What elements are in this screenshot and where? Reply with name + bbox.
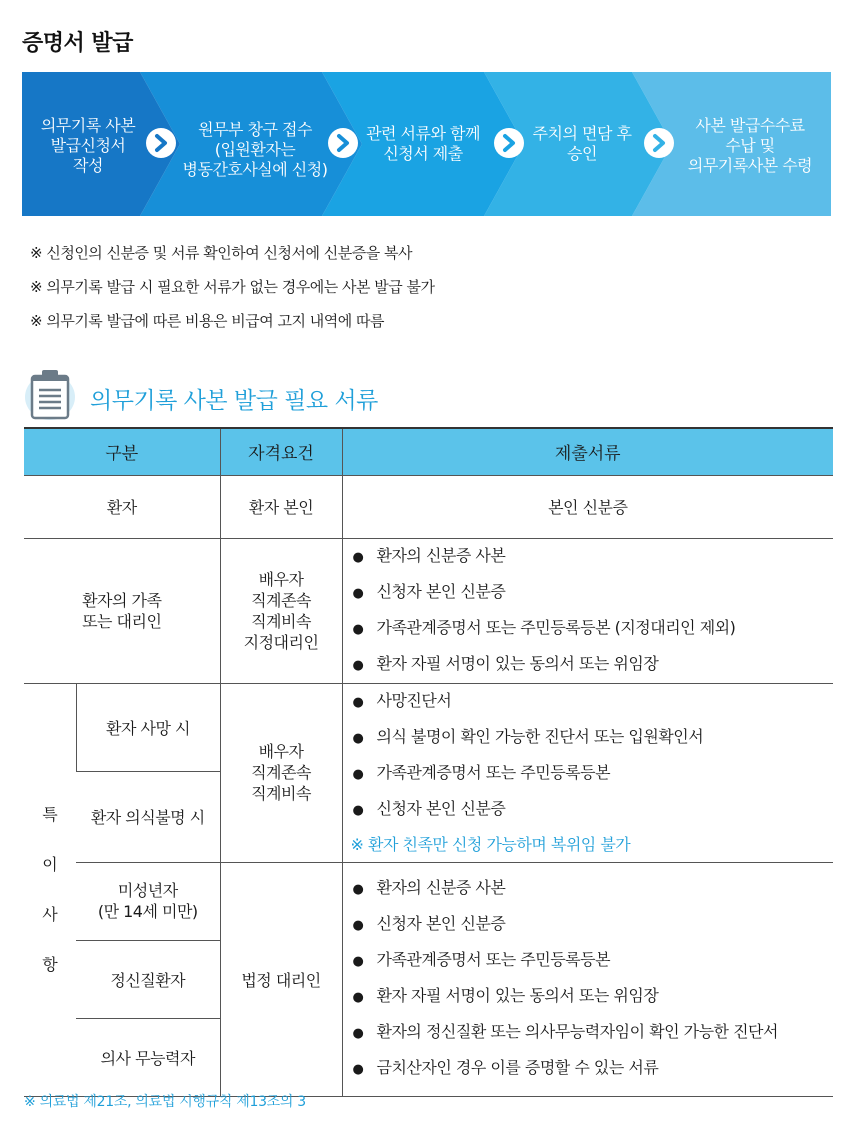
- list-item: ● 환자 자필 서명이 있는 동의서 또는 위임장: [351, 647, 834, 683]
- list-item: ● 신청자 본인 신분증: [351, 575, 834, 611]
- note-item: ※ 의무기록 발급에 따른 비용은 비급여 고지 내역에 따름: [30, 312, 384, 330]
- table-row: [24, 683, 833, 772]
- qualification-cell: 법정 대리인: [220, 862, 342, 1096]
- note-item: ※ 신청인의 신분증 및 서류 확인하여 신청서에 신분증을 복사: [30, 244, 412, 262]
- section-title: 의무기록 사본 발급 필요 서류: [90, 388, 378, 414]
- legal-footnote: ※ 의료법 제21조, 의료법 시행규칙 제13조의 3: [24, 1094, 306, 1110]
- warning-note: ※ 환자 친족만 신청 가능하며 복위임 불가: [350, 834, 631, 854]
- section-header: [24, 364, 378, 424]
- list-item: ● 환자의 정신질환 또는 의사무능력자임이 확인 가능한 진단서: [351, 1015, 834, 1051]
- qualification-cell: 환자 본인: [220, 475, 342, 538]
- list-item: ● 신청자 본인 신분증: [351, 907, 834, 943]
- document-list: [351, 684, 834, 828]
- category-cell: 환자의 가족 또는 대리인: [24, 538, 220, 683]
- column-header: 자격요건: [220, 428, 342, 475]
- special-cases-label: 특 이 사 항: [24, 683, 76, 1096]
- document-list: [351, 539, 834, 683]
- list-item: ● 신청자 본인 신분증: [351, 792, 834, 828]
- table-row: [24, 475, 833, 538]
- qualification-cell: 배우자 직계존속 직계비속: [220, 683, 342, 862]
- list-item: ● 가족관계증명서 또는 주민등록등본: [351, 943, 834, 979]
- notes: [30, 236, 435, 338]
- table-row: [24, 862, 833, 940]
- note-item: ※ 의무기록 발급 시 필요한 서류가 없는 경우에는 사본 발급 불가: [30, 278, 435, 296]
- page-title: 증명서 발급: [22, 31, 133, 56]
- column-header: 제출서류: [342, 428, 833, 475]
- list-item: ● 환자 자필 서명이 있는 동의서 또는 위임장: [351, 979, 834, 1015]
- process-step-3: 관련 서류와 함께 신청서 제출: [366, 124, 480, 163]
- process-step-4: 주치의 면담 후 승인: [532, 124, 632, 163]
- list-item: ● 가족관계증명서 또는 주민등록등본 (지정대리인 제외): [351, 611, 834, 647]
- category-cell: 환자: [24, 475, 220, 538]
- list-item: ● 환자의 신분증 사본: [351, 539, 834, 575]
- process-step-5: 사본 발급수수료 수납 및 의무기록사본 수령: [687, 116, 813, 175]
- list-item: ● 환자의 신분증 사본: [351, 871, 834, 907]
- process-banner: [22, 72, 831, 216]
- document-cell: [342, 862, 833, 1096]
- list-item: ● 사망진단서: [351, 684, 834, 720]
- document-cell: [342, 683, 833, 862]
- table-header-row: [24, 428, 833, 475]
- requirements-table: [24, 427, 833, 1097]
- category-cell: 정신질환자: [76, 940, 220, 1018]
- list-item: ● 금치산자인 경우 이를 증명할 수 있는 서류: [351, 1051, 834, 1087]
- document-cell: [342, 538, 833, 683]
- qualification-cell: 배우자 직계존속 직계비속 지정대리인: [220, 538, 342, 683]
- category-cell: 환자 사망 시: [76, 683, 220, 772]
- clipboard-list-icon: [24, 364, 78, 424]
- process-step-2: 원무부 창구 접수 (입원환자는 병동간호사실에 신청): [182, 120, 328, 179]
- chevron-right-circle-icon: [494, 128, 524, 158]
- list-item: ● 의식 불명이 확인 가능한 진단서 또는 입원확인서: [351, 720, 834, 756]
- column-header: 구분: [24, 428, 220, 475]
- category-cell: 환자 의식불명 시: [76, 772, 220, 862]
- chevron-right-circle-icon: [644, 128, 674, 158]
- document-cell: 본인 신분증: [342, 475, 833, 538]
- table-row: [24, 538, 833, 683]
- list-item: ● 가족관계증명서 또는 주민등록등본: [351, 756, 834, 792]
- document-list: [351, 871, 834, 1087]
- category-cell: 미성년자 (만 14세 미만): [76, 862, 220, 940]
- chevron-right-circle-icon: [328, 128, 358, 158]
- process-step-1: 의무기록 사본 발급신청서 작성: [40, 116, 136, 175]
- category-cell: 의사 무능력자: [76, 1018, 220, 1096]
